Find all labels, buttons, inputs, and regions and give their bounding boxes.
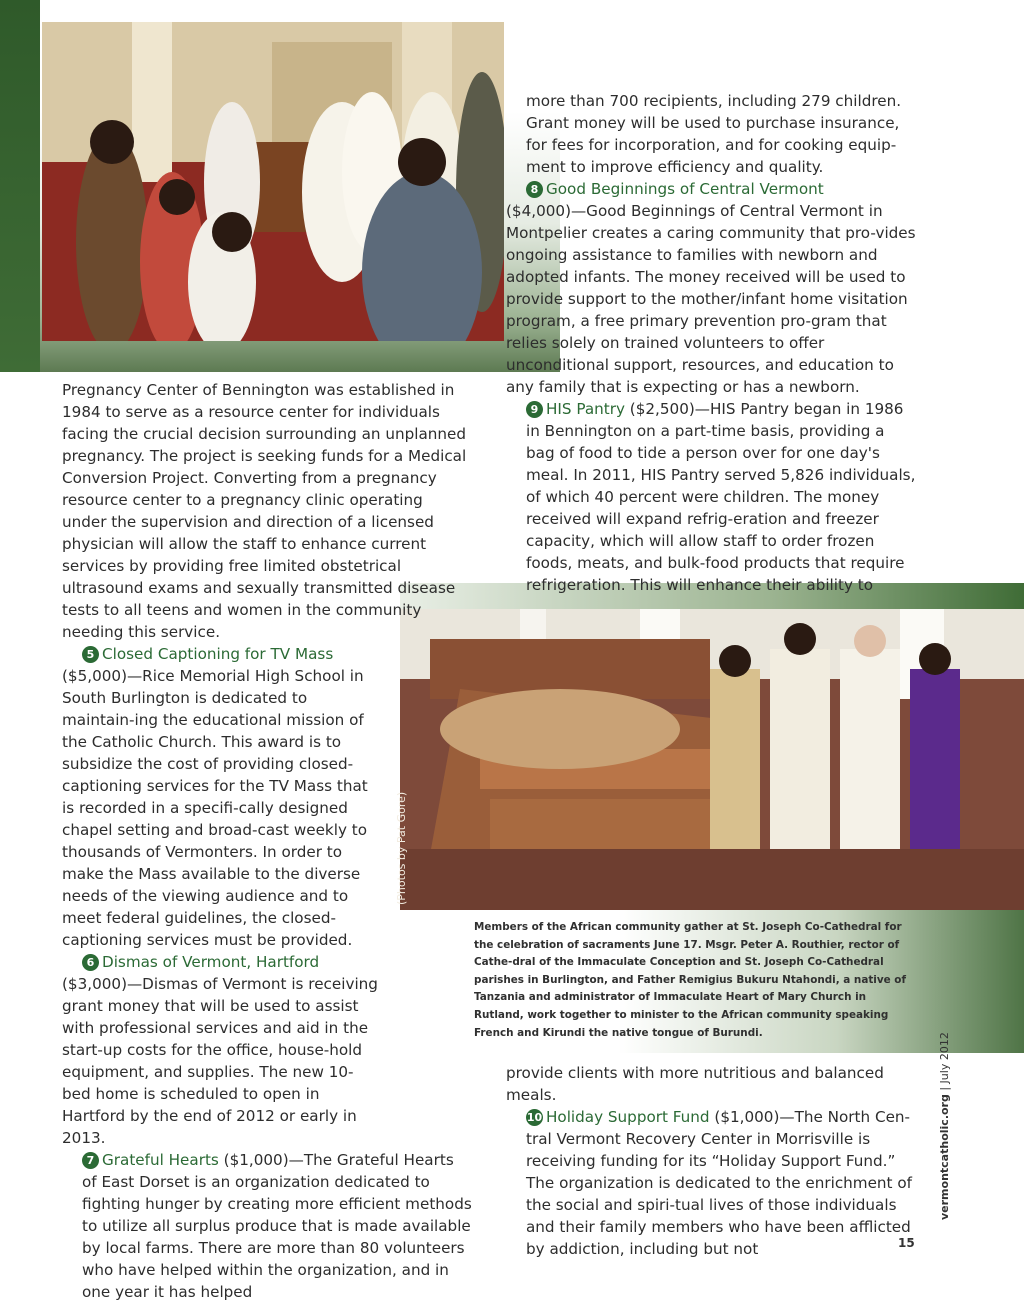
- left-column: [62, 379, 472, 1303]
- item-heading: Dismas of Vermont, Hartford: [102, 953, 320, 971]
- continued-paragraph: provide clients with more nutritious and balanced meals.: [506, 1064, 884, 1104]
- page-number: 15: [898, 1236, 915, 1250]
- item-heading: Grateful Hearts: [102, 1151, 219, 1169]
- number-badge: 6: [82, 954, 99, 971]
- footer-site-issue: [938, 1032, 951, 1220]
- item-body: ($4,000)—Good Beginnings of Central Vermont in Montpelier creates a caring community that pro-vides ongoing assistance to families with newborn and adopted infants. The money received will be used to provide support to the mother/infant home visitation program, a free primary prevention pro-gram that relies solely on trained volunteers to offer unconditional support, resources, and education to any family that is expecting or has a newborn.: [506, 202, 916, 396]
- website-url: vermontcatholic.org: [938, 1094, 951, 1220]
- number-badge: 9: [526, 401, 543, 418]
- number-badge: 8: [526, 181, 543, 198]
- item-heading: Good Beginnings of Central Vermont: [546, 180, 824, 198]
- top-left-green-edge: [0, 0, 40, 372]
- item-heading: Holiday Support Fund: [546, 1108, 710, 1126]
- issue-date: | July 2012: [938, 1032, 951, 1095]
- item-body: ($1,000)—The Grateful Hearts of East Dorset is an organization dedicated to fighting hunger by creating more efficient methods to utilize all surplus produce that is made available by local farms. There are more than 80 volunteers who have helped within the organization, and in one year it has helped: [82, 1151, 472, 1301]
- right-column-bottom: [506, 1062, 918, 1260]
- item-dismas: [62, 951, 472, 973]
- item-body: ($3,000)—Dismas of Vermont is receiving grant money that will be used to assist with professional services and aid in the start-up costs for the office, house-hold equipment, and supplies. The new 10-bed home is scheduled to open in Hartford by the end of 2012 or early in 2013.: [62, 975, 378, 1147]
- altar-photo: [42, 22, 504, 341]
- number-badge: 10: [526, 1111, 543, 1124]
- item-good-beginnings: [506, 178, 916, 200]
- continued-paragraph: more than 700 recipients, including 279 children. Grant money will be used to purchase insurance, for fees for incorporation, and for cooking equip-ment to improve efficiency and quality.: [526, 92, 902, 176]
- item-body: ($5,000)—Rice Memorial High School in South Burlington is dedicated to maintain-ing the educational mission of the Catholic Church. This award is to subsidize the cost of providing closed-captioning services for the TV Mass that is recorded in a specifi-cally designed chapel setting and broad-cast weekly to thousands of Vermonters. In order to make the Mass available to the diverse needs of the viewing audience and to meet federal guidelines, the closed-captioning services must be provided.: [62, 667, 368, 949]
- item-heading: Closed Captioning for TV Mass: [102, 645, 334, 663]
- item-grateful-hearts: [62, 1149, 472, 1303]
- right-column-top: [506, 90, 916, 596]
- item-closed-captioning: [62, 643, 472, 665]
- item-body: ($2,500)—HIS Pantry began in 1986 in Bennington on a part-time basis, providing a bag of food to tide a person over for one day's meal. In 2011, HIS Pantry served 5,826 individuals, of which 40 percent were children. The money received will expand refrig-eration and freezer capacity, which will allow staff to order frozen foods, meats, and bulk-food products that require refrigeration. This will enhance their ability to: [526, 400, 916, 594]
- item-his-pantry: [506, 398, 916, 596]
- pregnancy-center-paragraph: Pregnancy Center of Bennington was established in 1984 to serve as a resource center for individuals facing the crucial decision surrounding an unplanned pregnancy. The project is seeking funds for a Medical Conversion Project. Converting from a pregnancy resource center to a pregnancy clinic operating under the supervision and direction of a licensed physician will allow the staff to enhance current services by providing free limited obstetrical ultrasound exams and sexually transmitted disease tests to all teens and women in the community needing this service.: [62, 381, 467, 641]
- item-holiday-support: [506, 1106, 918, 1260]
- photo-caption: Members of the African community gather at St. Joseph Co-Cathedral for the celebration of sacraments June 17. Msgr. Peter A. Routhier, rector of Cathe-dral of the Immaculate Conception and St. Joseph Co-Cathedral parishes in Burlington, and Father Remigius Bukuru Ntahondi, a native of Tanzania and administrator of Immaculate Heart of Mary Church in Rutland, work together to minister to the African community speaking French and Kirundi the native tongue of Burundi.: [474, 921, 906, 1039]
- photo-credit: (Photos by Pat Gore): [395, 791, 408, 905]
- item-heading: HIS Pantry: [546, 400, 625, 418]
- number-badge: 7: [82, 1152, 99, 1169]
- number-badge: 5: [82, 646, 99, 663]
- item-body: ($1,000)—The North Cen-tral Vermont Recovery Center in Morrisville is receiving funding for its “Holiday Support Fund.” The organization is dedicated to the enrichment of the social and spiri-tual lives of those individuals and their family members who have been afflicted by addiction, including but not: [526, 1108, 912, 1258]
- congregation-photo: [400, 609, 1024, 910]
